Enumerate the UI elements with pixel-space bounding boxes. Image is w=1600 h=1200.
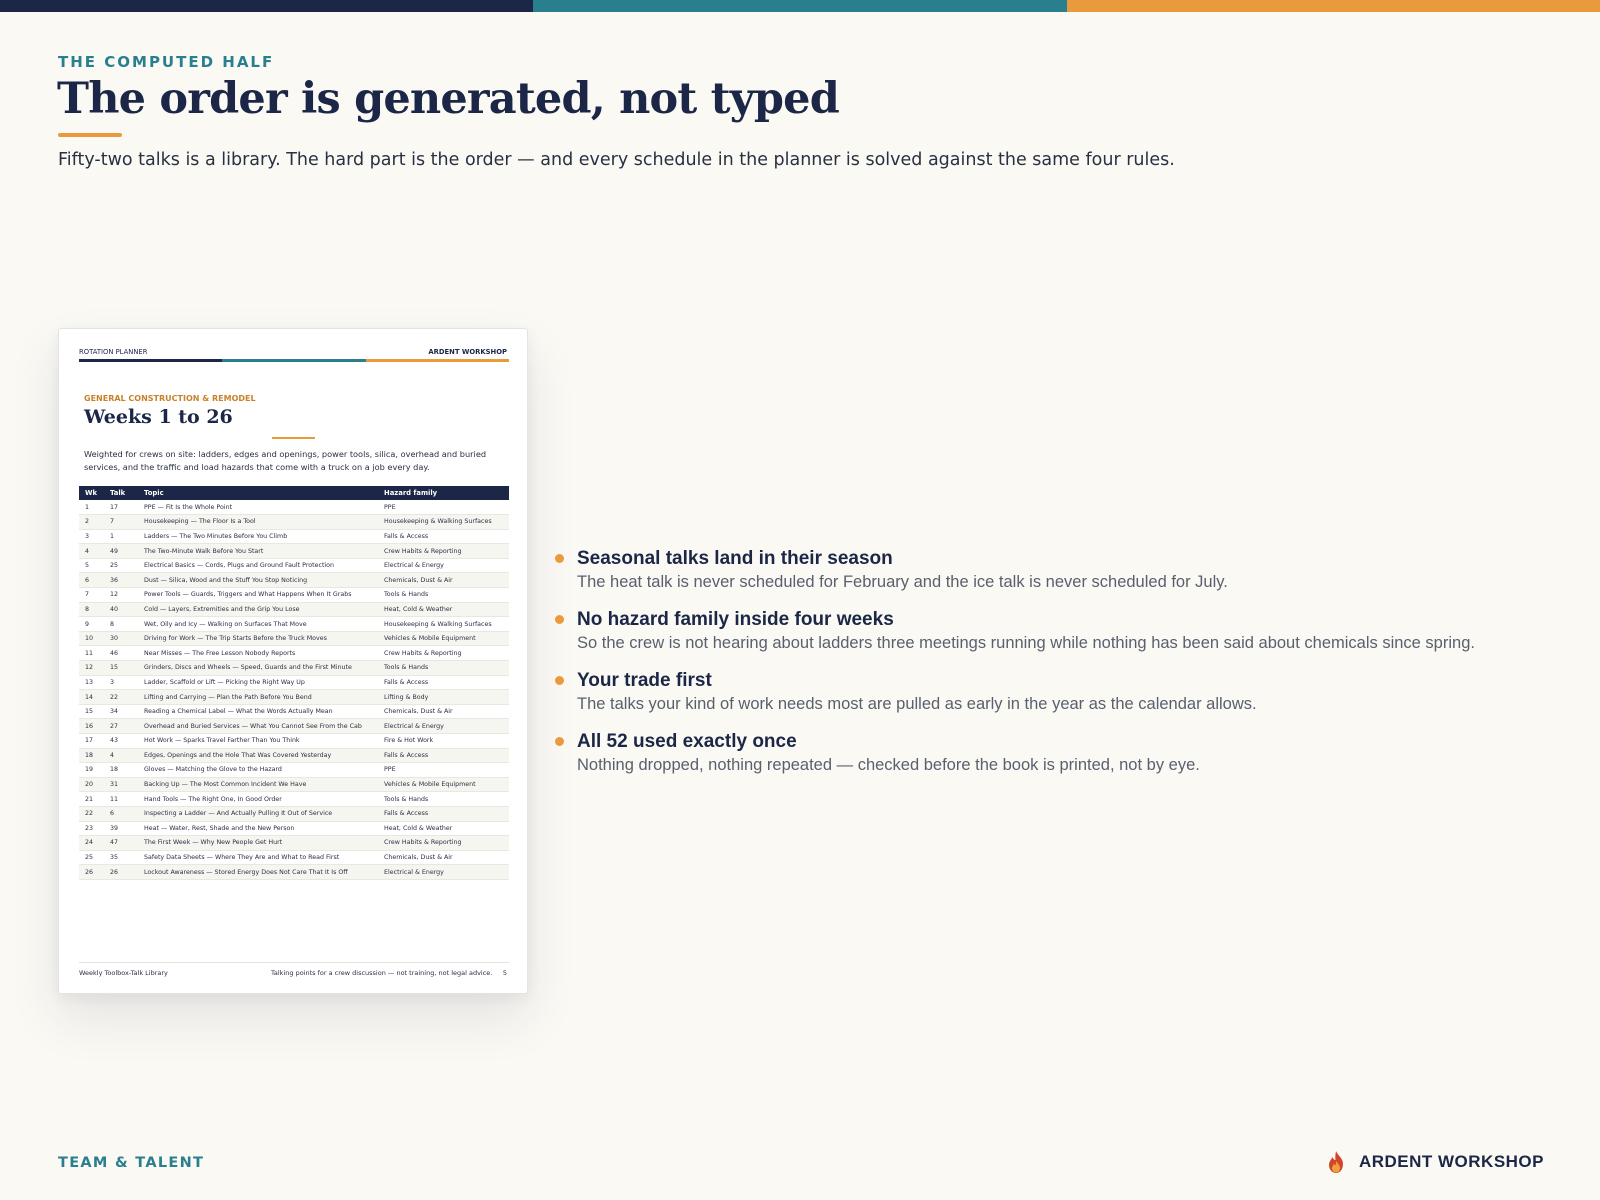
table-cell: 26 [104, 865, 138, 880]
rule-body: The talks your kind of work needs most are pulled as early in the year as the calendar allows. [577, 695, 1257, 713]
table-cell: Housekeeping & Walking Surfaces [378, 515, 509, 530]
rule-item [555, 730, 1575, 777]
table-cell: 10 [79, 631, 104, 646]
top-bar-teal [533, 0, 1066, 12]
rule-body: Nothing dropped, nothing repeated — checked before the book is printed, not by eye. [577, 756, 1200, 774]
doc-header-left: ROTATION PLANNER [79, 348, 148, 356]
table-row [79, 588, 509, 603]
table-cell: 27 [104, 719, 138, 734]
rule-item [555, 547, 1575, 594]
table-cell: Lifting & Body [378, 690, 509, 705]
table-row [79, 602, 509, 617]
table-cell: Fire & Hot Work [378, 734, 509, 749]
table-cell: 19 [79, 763, 104, 778]
table-row [79, 573, 509, 588]
table-cell: 20 [79, 777, 104, 792]
doc-footer-left: Weekly Toolbox-Talk Library [79, 969, 168, 977]
table-cell: 3 [104, 675, 138, 690]
bullet-dot-icon [555, 676, 564, 685]
table-cell: Electrical Basics — Cords, Plugs and Ground Fault Protection [138, 558, 378, 573]
table-cell: 24 [79, 836, 104, 851]
table-cell: 6 [79, 573, 104, 588]
table-cell: PPE [378, 763, 509, 778]
column-header: Hazard family [378, 486, 509, 500]
column-header: Talk [104, 486, 138, 500]
table-row [79, 806, 509, 821]
table-cell: 7 [79, 588, 104, 603]
table-cell: Chemicals, Dust & Air [378, 850, 509, 865]
table-row [79, 661, 509, 676]
table-cell: Ladders — The Two Minutes Before You Climb [138, 529, 378, 544]
table-row [79, 515, 509, 530]
bullet-dot-icon [555, 615, 564, 624]
title-underline [58, 133, 122, 137]
table-cell: 49 [104, 544, 138, 559]
table-cell: Heat, Cold & Weather [378, 821, 509, 836]
table-cell: Heat — Water, Rest, Shade and the New Person [138, 821, 378, 836]
table-cell: Hot Work — Sparks Travel Farther Than You Think [138, 734, 378, 749]
top-bar-orange [1067, 0, 1600, 12]
table-cell: Safety Data Sheets — Where They Are and What to Read First [138, 850, 378, 865]
table-row [79, 529, 509, 544]
table-cell: Falls & Access [378, 529, 509, 544]
table-cell: Falls & Access [378, 806, 509, 821]
bullet-dot-icon [555, 737, 564, 746]
table-cell: 26 [79, 865, 104, 880]
table-cell: 25 [79, 850, 104, 865]
table-cell: PPE — Fit Is the Whole Point [138, 500, 378, 515]
rule-body: So the crew is not hearing about ladders three meetings running while nothing has been said about chemicals since spring. [577, 634, 1475, 652]
table-row [79, 558, 509, 573]
table-cell: Wet, Oily and Icy — Walking on Surfaces That Move [138, 617, 378, 632]
doc-footer-rule [79, 962, 509, 963]
table-row [79, 544, 509, 559]
table-row [79, 675, 509, 690]
table-cell: 30 [104, 631, 138, 646]
doc-eyebrow: GENERAL CONSTRUCTION & REMODEL [84, 394, 256, 403]
rule-item [555, 608, 1575, 655]
table-cell: Electrical & Energy [378, 719, 509, 734]
doc-footer-disclaimer: Talking points for a crew discussion — not training, not legal advice. [271, 969, 493, 977]
rule-item [555, 669, 1575, 716]
table-cell: Tools & Hands [378, 588, 509, 603]
table-cell: Tools & Hands [378, 792, 509, 807]
table-cell: Cold — Layers, Extremities and the Grip You Lose [138, 602, 378, 617]
table-cell: 4 [104, 748, 138, 763]
table-cell: 17 [79, 734, 104, 749]
table-cell: 6 [104, 806, 138, 821]
table-row [79, 821, 509, 836]
table-cell: 11 [79, 646, 104, 661]
table-cell: 22 [104, 690, 138, 705]
table-cell: Reading a Chemical Label — What the Words Actually Mean [138, 704, 378, 719]
doc-color-bar [79, 359, 509, 362]
table-cell: 1 [79, 500, 104, 515]
rule-heading: No hazard family inside four weeks [577, 609, 894, 630]
rules-list [555, 547, 1575, 791]
table-cell: 14 [79, 690, 104, 705]
table-row [79, 500, 509, 515]
table-cell: Hand Tools — The Right One, In Good Order [138, 792, 378, 807]
table-cell: 21 [79, 792, 104, 807]
table-header-row [79, 486, 509, 500]
table-cell: 9 [79, 617, 104, 632]
table-row [79, 631, 509, 646]
table-cell: Dust — Silica, Wood and the Stuff You Stop Noticing [138, 573, 378, 588]
table-cell: 5 [79, 558, 104, 573]
table-cell: 12 [79, 661, 104, 676]
table-cell: Crew Habits & Reporting [378, 544, 509, 559]
table-cell: 18 [79, 748, 104, 763]
table-cell: 2 [79, 515, 104, 530]
table-cell: Inspecting a Ladder — And Actually Pulling It Out of Service [138, 806, 378, 821]
table-row [79, 763, 509, 778]
table-cell: 4 [79, 544, 104, 559]
table-cell: Overhead and Buried Services — What You Cannot See From the Cab [138, 719, 378, 734]
table-cell: 7 [104, 515, 138, 530]
table-cell: Near Misses — The Free Lesson Nobody Reports [138, 646, 378, 661]
table-row [79, 719, 509, 734]
table-row [79, 704, 509, 719]
table-row [79, 748, 509, 763]
table-row [79, 792, 509, 807]
table-cell: 12 [104, 588, 138, 603]
doc-title: Weeks 1 to 26 [84, 406, 233, 428]
table-cell: Heat, Cold & Weather [378, 602, 509, 617]
table-cell: Gloves — Matching the Glove to the Hazard [138, 763, 378, 778]
bullet-dot-icon [555, 554, 564, 563]
table-cell: 13 [79, 675, 104, 690]
brand-name: ARDENT WORKSHOP [1358, 1152, 1544, 1171]
document-preview [58, 328, 528, 994]
rule-heading: All 52 used exactly once [577, 731, 797, 752]
doc-description: Weighted for crews on site: ladders, edges and openings, power tools, silica, overhead and buried services, and the traffic and load hazards that come with a truck on a job every day. [84, 449, 487, 472]
table-cell: The Two-Minute Walk Before You Start [138, 544, 378, 559]
table-cell: 40 [104, 602, 138, 617]
table-cell: 11 [104, 792, 138, 807]
table-cell: 16 [79, 719, 104, 734]
table-row [79, 690, 509, 705]
table-cell: Lockout Awareness — Stored Energy Does Not Care That It Is Off [138, 865, 378, 880]
rotation-table [79, 486, 509, 880]
table-cell: Tools & Hands [378, 661, 509, 676]
table-cell: Housekeeping — The Floor Is a Tool [138, 515, 378, 530]
table-cell: Falls & Access [378, 675, 509, 690]
page-title: The order is generated, not typed [57, 74, 839, 124]
footer-brand [1325, 1150, 1544, 1174]
table-row [79, 850, 509, 865]
table-cell: Chemicals, Dust & Air [378, 704, 509, 719]
table-cell: PPE [378, 500, 509, 515]
table-cell: 1 [104, 529, 138, 544]
column-header: Topic [138, 486, 378, 500]
section-eyebrow: THE COMPUTED HALF [58, 53, 275, 71]
table-cell: Backing Up — The Most Common Incident We Have [138, 777, 378, 792]
table-cell: Grinders, Discs and Wheels — Speed, Guards and the First Minute [138, 661, 378, 676]
table-cell: 43 [104, 734, 138, 749]
table-row [79, 777, 509, 792]
table-cell: 25 [104, 558, 138, 573]
table-cell: The First Week — Why New People Get Hurt [138, 836, 378, 851]
rule-heading: Your trade first [577, 670, 712, 691]
table-cell: Edges, Openings and the Hole That Was Covered Yesterday [138, 748, 378, 763]
table-cell: Vehicles & Mobile Equipment [378, 631, 509, 646]
table-cell: Housekeeping & Walking Surfaces [378, 617, 509, 632]
table-cell: Vehicles & Mobile Equipment [378, 777, 509, 792]
table-cell: 3 [79, 529, 104, 544]
table-cell: Driving for Work — The Trip Starts Before the Truck Moves [138, 631, 378, 646]
table-cell: 18 [104, 763, 138, 778]
table-cell: Power Tools — Guards, Triggers and What Happens When It Grabs [138, 588, 378, 603]
table-cell: 34 [104, 704, 138, 719]
table-cell: 15 [104, 661, 138, 676]
table-cell: 23 [79, 821, 104, 836]
footer-section-label: TEAM & TALENT [58, 1155, 205, 1171]
table-cell: 31 [104, 777, 138, 792]
page-lede: Fifty-two talks is a library. The hard part is the order — and every schedule in the planner is solved against the same four rules. [58, 150, 1175, 170]
table-cell: Electrical & Energy [378, 865, 509, 880]
table-cell: 39 [104, 821, 138, 836]
table-cell: Crew Habits & Reporting [378, 646, 509, 661]
table-cell: 35 [104, 850, 138, 865]
table-cell: 47 [104, 836, 138, 851]
table-row [79, 865, 509, 880]
doc-header-right: ARDENT WORKSHOP [428, 348, 507, 356]
rule-body: The heat talk is never scheduled for February and the ice talk is never scheduled for July. [577, 573, 1228, 591]
table-cell: Falls & Access [378, 748, 509, 763]
top-bar-navy [0, 0, 533, 12]
table-cell: Lifting and Carrying — Plan the Path Before You Bend [138, 690, 378, 705]
table-row [79, 734, 509, 749]
table-cell: 36 [104, 573, 138, 588]
column-header: Wk [79, 486, 104, 500]
table-cell: 8 [79, 602, 104, 617]
table-cell: 15 [79, 704, 104, 719]
table-cell: Electrical & Energy [378, 558, 509, 573]
table-cell: 22 [79, 806, 104, 821]
doc-title-rule [272, 437, 315, 439]
table-cell: Crew Habits & Reporting [378, 836, 509, 851]
table-row [79, 646, 509, 661]
flame-logo-icon [1325, 1150, 1347, 1174]
table-cell: 17 [104, 500, 138, 515]
table-cell: Chemicals, Dust & Air [378, 573, 509, 588]
table-cell: Ladder, Scaffold or Lift — Picking the Right Way Up [138, 675, 378, 690]
top-color-bar [0, 0, 1600, 12]
table-cell: 8 [104, 617, 138, 632]
rule-heading: Seasonal talks land in their season [577, 548, 893, 569]
table-row [79, 617, 509, 632]
table-row [79, 836, 509, 851]
table-cell: 46 [104, 646, 138, 661]
doc-page-number: 5 [502, 969, 507, 977]
